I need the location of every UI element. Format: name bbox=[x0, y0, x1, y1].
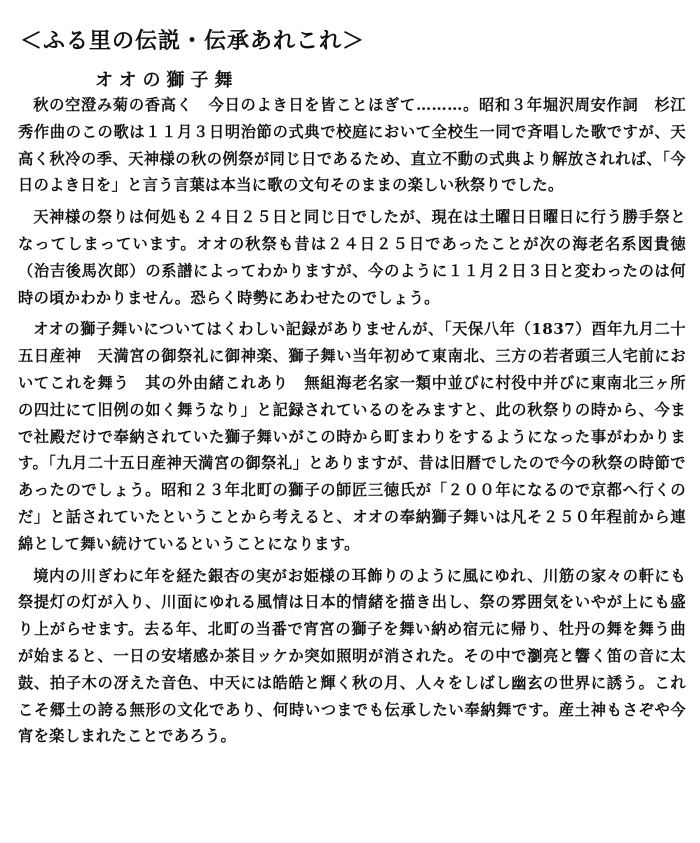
paragraph-festival-scene: 境内の川ぎわに年を経た銀杏の実がお姫様の耳飾りのように風にゆれ、川筋の家々の軒にも祭提灯の灯が入り、川面にゆれる風情は日本的情緒を描き出し、祭の雰囲気をいやが上にも盛り上がらせます。去る年、北町の当番で宵宮の獅子を舞い納め宿元に帰り、牡丹の舞を舞う曲が始まると、一日の安堵感か茶目ッケか突如照明が消された。その中で瀏亮と響く笛の音に太鼓、拍子木の冴えた音色、中天には皓皓と輝く秋の月、人々をしばし幽玄の世界に誘う。これこそ郷土の誇る無形の文化であり、何時いつまでも伝承したい奉納舞です。産土神もさぞや今宵を楽しまれたことであろう。 bbox=[18, 566, 686, 746]
series-title: ＜ふる里の伝説・伝承あれこれ＞ bbox=[20, 29, 366, 54]
paragraph-lion-dance-history: オオの獅子舞いについてはくわしい記録がありませんが、「天保八年（1837）酉年九月二十五日産神 天満宮の御祭礼に御神楽、獅子舞い当年初めて東南北、三方の若者頭三人宅前においてこれを舞う 其の外由緒これあり 無組海老名家一類中並びに村役中并びに東南北三ヶ所の四辻にて旧例の如く舞うなり」と記録されているのをみますと、此の秋祭りの時から、今まで社殿だけで奉納されていた獅子舞いがこの時から町まわりをするようになった事がわかります。「九月二十五日産神天満宮の御祭礼」とありますが、昔は旧暦でしたので今の秋祭の時節であったのでしょう。昭和２３年北町の獅子の師匠三徳氏が「２００年になるので京都へ行くのだ」と話されていたということから考えると、オオの奉納獅子舞いは凡そ２５０年程前から連綿として舞い続けているということになります。 bbox=[18, 320, 686, 553]
paragraph-festival-dates: 天神様の祭りは何処も２４日２５日と同じ日でしたが、現在は土曜日日曜日に行う勝手祭となってしまっています。オオの秋祭も昔は２４日２５日であったことが次の海老名系図貴徳（治吉後馬次郎）の系譜によってわかりますが、今のように１１月２日３日と変わったのは何時の頃かわかりません。恐らく時勢にあわせたのでしょう。 bbox=[18, 208, 686, 307]
article-body bbox=[18, 92, 686, 750]
article-title: オオの獅子舞 bbox=[95, 70, 239, 91]
paragraph-autumn-festival: 秋の空澄み菊の香高く 今日のよき日を皆ことほぎて………。昭和３年堀沢周安作詞 杉江秀作曲のこの歌は１１月３日明治節の式典で校庭において全校生一同で斉唱した歌ですが、天高く秋冷の季、天神様の秋の例祭が同じ日であるため、直立不動の式典より解放されれば、「今日のよき日を」と言う言葉は本当に歌の文句そのままの楽しい秋祭りでした。 bbox=[18, 96, 686, 195]
